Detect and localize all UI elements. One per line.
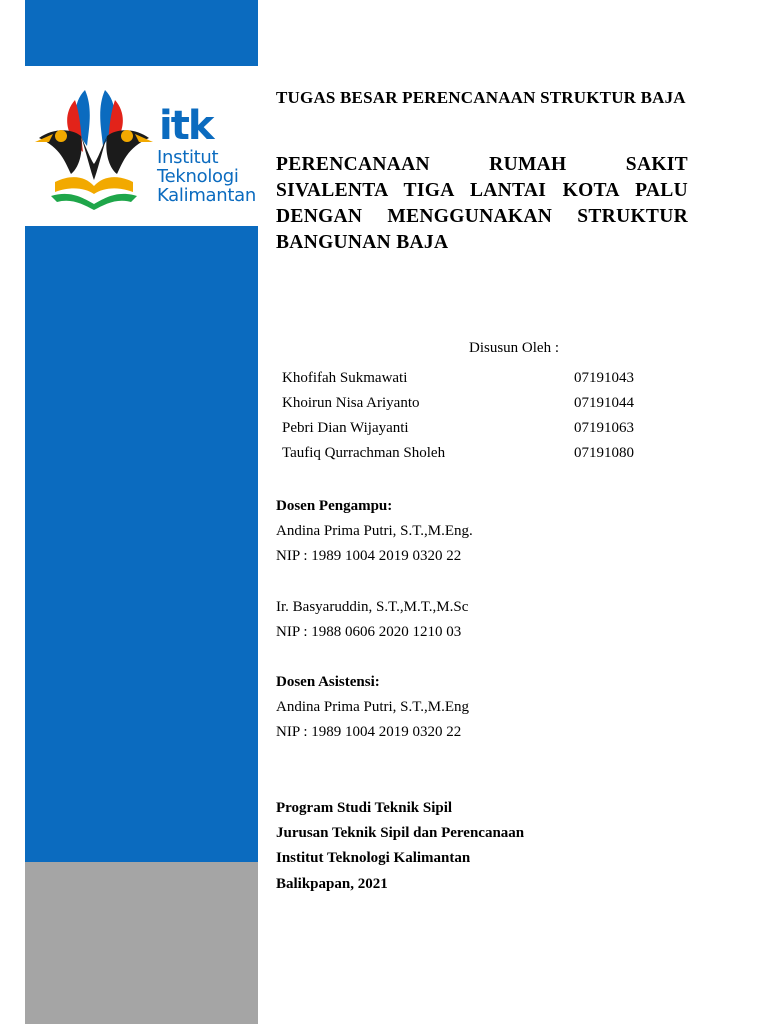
author-row <box>282 441 702 466</box>
author-nim: 07191063 <box>574 420 634 436</box>
author-nim: 07191080 <box>574 445 634 461</box>
assistant-heading: Dosen Asistensi: <box>276 674 380 690</box>
author-name: Khoirun Nisa Ariyanto <box>282 395 420 411</box>
author-nim: 07191043 <box>574 370 634 386</box>
study-program: Program Studi Teknik Sipil <box>276 800 453 816</box>
institution-logo-text <box>157 148 256 205</box>
logo-area <box>25 66 258 226</box>
document-type: TUGAS BESAR PERENCANAAN STRUKTUR BAJA <box>276 88 686 107</box>
sidebar-blue-main <box>25 226 258 862</box>
lecturer-1-nip: NIP : 1989 1004 2019 0320 22 <box>276 548 462 564</box>
place-year: Balikpapan, 2021 <box>276 876 388 892</box>
authors-heading: Disusun Oleh : <box>469 340 559 356</box>
lecturer-2-nip: NIP : 1988 0606 2020 1210 03 <box>276 624 462 640</box>
author-row <box>282 366 702 391</box>
author-row <box>282 416 702 441</box>
department: Jurusan Teknik Sipil dan Perencanaan <box>276 825 525 841</box>
itk-emblem-icon <box>31 76 157 216</box>
author-nim: 07191044 <box>574 395 634 411</box>
assistant-nip: NIP : 1989 1004 2019 0320 22 <box>276 724 462 740</box>
document-title: PERENCANAAN RUMAH SAKIT SIVALENTA TIGA LANTAI KOTA PALU DENGAN MENGGUNAKAN STRUKTUR BANGUNAN BAJA <box>276 154 688 253</box>
lecturer-1-name: Andina Prima Putri, S.T.,M.Eng. <box>276 523 473 539</box>
sidebar-blue-top <box>25 0 258 66</box>
author-name: Khofifah Sukmawati <box>282 370 408 386</box>
lecturers-heading: Dosen Pengampu: <box>276 498 393 514</box>
itk-logo-mark: itk <box>159 103 213 149</box>
institution-name: Institut Teknologi Kalimantan <box>276 850 471 866</box>
author-name: Taufiq Qurrachman Sholeh <box>282 445 446 461</box>
author-name: Pebri Dian Wijayanti <box>282 420 409 436</box>
lecturer-2-name: Ir. Basyaruddin, S.T.,M.T.,M.Sc <box>276 599 469 615</box>
author-row <box>282 391 702 416</box>
logo-line-1: Institut <box>157 147 219 168</box>
logo-line-2: Teknologi <box>157 166 239 187</box>
logo-line-3: Kalimantan <box>157 185 256 206</box>
assistant-name: Andina Prima Putri, S.T.,M.Eng <box>276 699 470 715</box>
authors-table <box>282 366 702 466</box>
sidebar-gray-bottom <box>25 862 258 1024</box>
